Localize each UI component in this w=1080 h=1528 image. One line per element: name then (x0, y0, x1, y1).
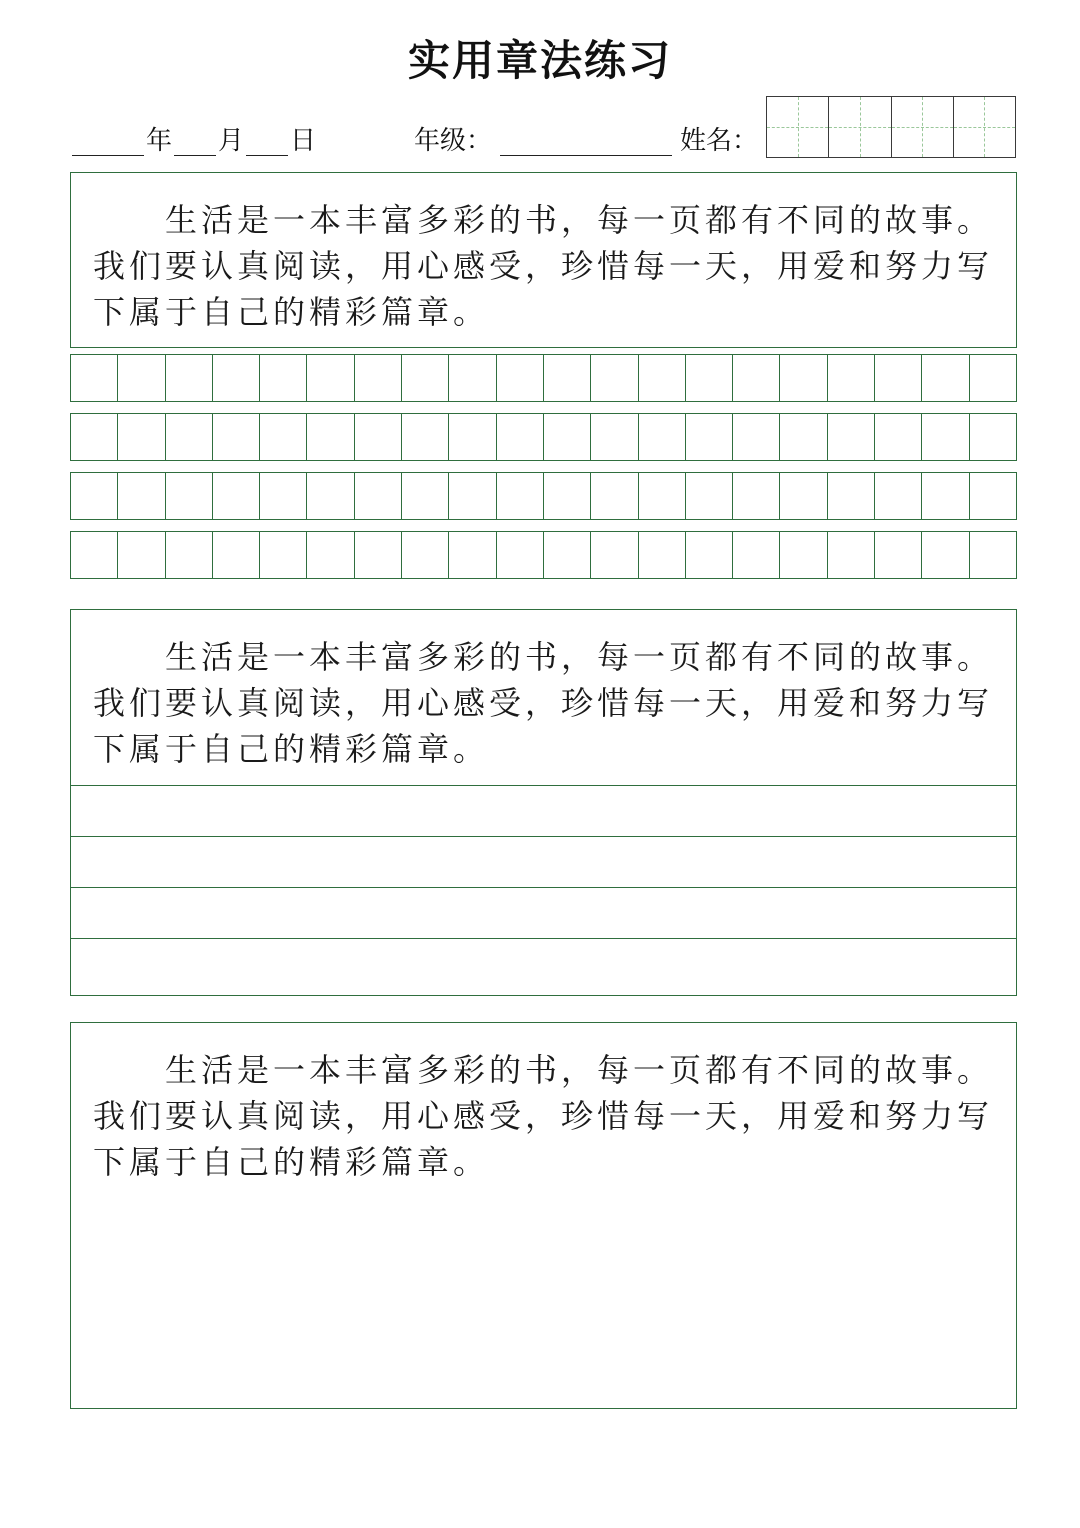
grade-label: 年级： (414, 126, 493, 156)
grid-cell[interactable] (306, 355, 353, 401)
grid-cell[interactable] (732, 355, 779, 401)
grid-cell[interactable] (448, 414, 495, 460)
grid-cell[interactable] (874, 414, 921, 460)
grid-cell[interactable] (212, 532, 259, 578)
grid-cell[interactable] (448, 473, 495, 519)
grid-cell[interactable] (401, 532, 448, 578)
grid-cell[interactable] (306, 532, 353, 578)
writing-line[interactable] (71, 785, 1016, 836)
grid-cell[interactable] (685, 473, 732, 519)
grid-cell[interactable] (306, 473, 353, 519)
grid-cell[interactable] (827, 473, 874, 519)
writing-line[interactable] (71, 938, 1016, 991)
grid-cell[interactable] (212, 355, 259, 401)
grid-cell[interactable] (921, 473, 968, 519)
grid-cell[interactable] (685, 355, 732, 401)
grid-cell[interactable] (969, 414, 1016, 460)
grid-cell[interactable] (117, 473, 164, 519)
grid-cell[interactable] (165, 414, 212, 460)
grid-cell[interactable] (543, 355, 590, 401)
grid-cell[interactable] (921, 532, 968, 578)
sample-text-box-1 (70, 172, 1017, 348)
grid-cell[interactable] (212, 473, 259, 519)
grid-row-1[interactable] (70, 354, 1017, 402)
grid-cell[interactable] (638, 473, 685, 519)
grid-row-3[interactable] (70, 472, 1017, 520)
grid-cell[interactable] (590, 414, 637, 460)
blank-practice-box[interactable] (70, 1022, 1017, 1409)
grid-cell[interactable] (448, 532, 495, 578)
grid-cell[interactable] (496, 473, 543, 519)
grid-cell[interactable] (779, 414, 826, 460)
grid-cell[interactable] (685, 414, 732, 460)
grid-cell[interactable] (401, 473, 448, 519)
grid-cell[interactable] (496, 414, 543, 460)
grid-cell[interactable] (259, 473, 306, 519)
month-blank[interactable] (174, 155, 216, 156)
grid-cell[interactable] (638, 355, 685, 401)
grid-cell[interactable] (779, 532, 826, 578)
practice-paragraph: 生活是一本丰富多彩的书，每一页都有不同的故事。我们要认真阅读，用心感受，珍惜每一天，用爱和努力写下属于自己的精彩篇章。 (93, 638, 994, 768)
grid-cell[interactable] (543, 532, 590, 578)
grid-cell[interactable] (590, 532, 637, 578)
grid-cell[interactable] (259, 414, 306, 460)
grid-cell[interactable] (827, 532, 874, 578)
grid-cell[interactable] (71, 355, 117, 401)
grid-cell[interactable] (496, 532, 543, 578)
grid-cell[interactable] (969, 355, 1016, 401)
name-cell[interactable] (829, 96, 891, 158)
page-title: 实用章法练习 (407, 36, 672, 85)
grid-cell[interactable] (165, 473, 212, 519)
day-label: 日 (290, 126, 317, 156)
month-label: 月 (218, 126, 245, 156)
grid-cell[interactable] (921, 414, 968, 460)
grid-cell[interactable] (590, 473, 637, 519)
name-grid[interactable] (766, 96, 1016, 158)
grid-cell[interactable] (354, 355, 401, 401)
day-blank[interactable] (246, 155, 288, 156)
name-cell[interactable] (766, 96, 829, 158)
grid-cell[interactable] (543, 473, 590, 519)
grid-cell[interactable] (590, 355, 637, 401)
grid-cell[interactable] (448, 355, 495, 401)
writing-line[interactable] (71, 836, 1016, 887)
grid-cell[interactable] (779, 355, 826, 401)
grid-cell[interactable] (71, 532, 117, 578)
grid-cell[interactable] (732, 473, 779, 519)
grid-cell[interactable] (874, 532, 921, 578)
grid-cell[interactable] (732, 532, 779, 578)
grid-cell[interactable] (212, 414, 259, 460)
name-cell[interactable] (892, 96, 954, 158)
grid-cell[interactable] (921, 355, 968, 401)
name-label: 姓名： (680, 126, 759, 156)
grid-cell[interactable] (827, 414, 874, 460)
sample-text-area-2 (71, 610, 1016, 785)
grid-cell[interactable] (259, 532, 306, 578)
grid-cell[interactable] (354, 473, 401, 519)
grid-cell[interactable] (969, 532, 1016, 578)
grid-cell[interactable] (306, 414, 353, 460)
grid-cell[interactable] (354, 414, 401, 460)
practice-paragraph: 生活是一本丰富多彩的书，每一页都有不同的故事。我们要认真阅读，用心感受，珍惜每一天，用爱和努力写下属于自己的精彩篇章。 (93, 1051, 994, 1181)
grid-cell[interactable] (638, 414, 685, 460)
grid-cell[interactable] (401, 355, 448, 401)
grid-cell[interactable] (71, 414, 117, 460)
lined-practice-box (70, 609, 1017, 996)
grid-cell[interactable] (969, 473, 1016, 519)
grid-cell[interactable] (543, 414, 590, 460)
grid-cell[interactable] (165, 532, 212, 578)
grid-cell[interactable] (71, 473, 117, 519)
grid-cell[interactable] (117, 414, 164, 460)
practice-paragraph: 生活是一本丰富多彩的书，每一页都有不同的故事。我们要认真阅读，用心感受，珍惜每一天，用爱和努力写下属于自己的精彩篇章。 (93, 201, 994, 331)
year-label: 年 (146, 126, 173, 156)
grid-row-4[interactable] (70, 531, 1017, 579)
grid-cell[interactable] (638, 532, 685, 578)
grid-cell[interactable] (732, 414, 779, 460)
grid-cell[interactable] (874, 473, 921, 519)
grid-cell[interactable] (117, 355, 164, 401)
grid-cell[interactable] (685, 532, 732, 578)
grid-cell[interactable] (401, 414, 448, 460)
grid-cell[interactable] (117, 532, 164, 578)
name-cell[interactable] (954, 96, 1016, 158)
grid-cell[interactable] (259, 355, 306, 401)
grade-blank[interactable] (500, 155, 672, 156)
grid-cell[interactable] (827, 355, 874, 401)
grid-cell[interactable] (496, 355, 543, 401)
writing-line[interactable] (71, 887, 1016, 938)
grid-row-2[interactable] (70, 413, 1017, 461)
grid-cell[interactable] (165, 355, 212, 401)
grid-cell[interactable] (874, 355, 921, 401)
grid-cell[interactable] (779, 473, 826, 519)
year-blank[interactable] (72, 155, 144, 156)
grid-cell[interactable] (354, 532, 401, 578)
